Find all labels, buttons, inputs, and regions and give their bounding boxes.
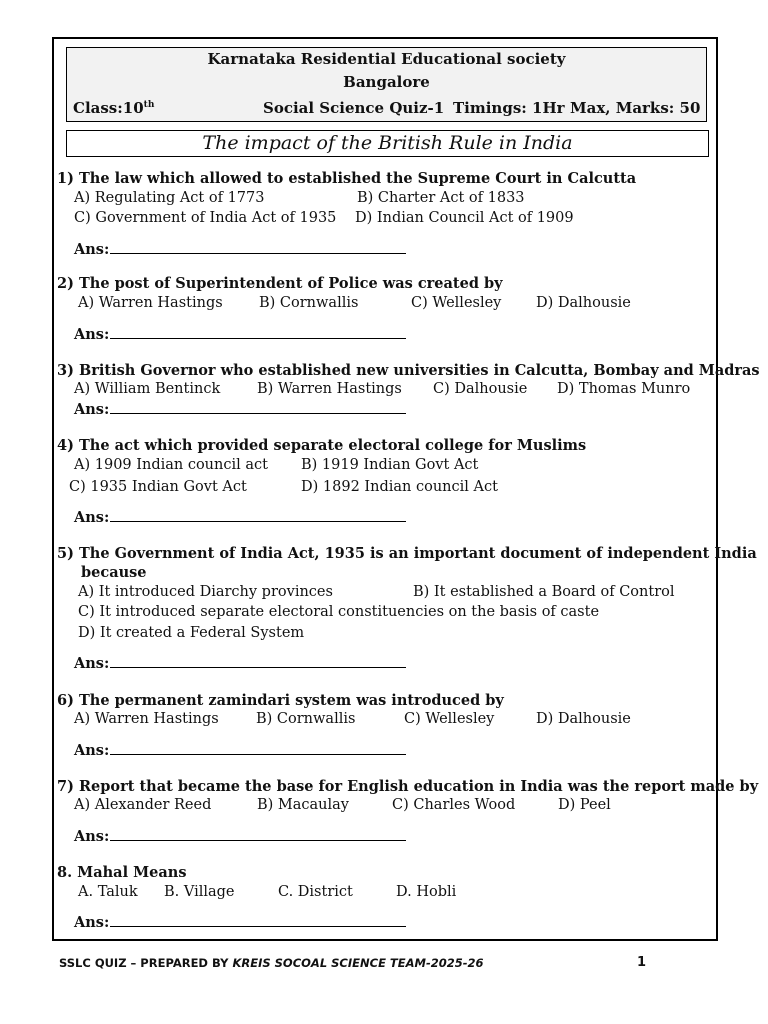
footer-prefix: SSLC QUIZ – PREPARED BY [59,956,233,970]
q7-answer[interactable] [74,828,406,845]
answer-line [110,667,406,668]
q3-option-b: B) Warren Hastings [257,381,402,397]
answer-line [110,840,406,841]
question-7: 7) Report that became the base for English education in India was the report made by [57,778,759,795]
class-sup: th [143,100,155,110]
q8-option-b: B. Village [164,884,235,900]
q4-option-d: D) 1892 Indian council Act [301,479,498,495]
quiz-header [66,47,707,122]
answer-line [110,521,406,522]
page-number: 1 [637,955,647,970]
q5-answer[interactable] [74,655,406,672]
question-5-cont: because [81,564,147,581]
q2-option-a: A) Warren Hastings [78,295,223,311]
class-label: Class:10th [73,99,155,117]
q7-option-b: B) Macaulay [257,797,349,813]
ans-label: Ans: [74,326,110,343]
q1-option-d: D) Indian Council Act of 1909 [355,210,574,226]
footer-team: KREIS SOCOAL SCIENCE TEAM-2025-26 [232,956,484,970]
q1-answer[interactable] [74,241,406,258]
q7-option-d: D) Peel [558,797,611,813]
q6-option-c: C) Wellesley [404,711,495,727]
q3-option-c: C) Dalhousie [433,381,528,397]
q8-option-c: C. District [278,884,353,900]
q5-option-d: D) It created a Federal System [78,625,305,641]
ans-label: Ans: [74,828,110,845]
q7-option-c: C) Charles Wood [392,797,516,813]
q6-option-a: A) Warren Hastings [74,711,219,727]
q8-answer[interactable] [74,914,406,931]
q8-option-d: D. Hobli [396,884,457,900]
answer-line [110,926,406,927]
question-8: 8. Mahal Means [57,864,187,881]
q5-option-c: C) It introduced separate electoral constituencies on the basis of caste [78,604,600,620]
q3-option-a: A) William Bentinck [74,381,221,397]
q7-option-a: A) Alexander Reed [74,797,212,813]
page-title: The impact of the British Rule in India [66,130,709,157]
ans-label: Ans: [74,241,110,258]
q1-option-c: C) Government of India Act of 1935 [74,210,337,226]
q8-option-a: A. Taluk [78,884,138,900]
q4-option-a: A) 1909 Indian council act [74,457,268,473]
q2-option-b: B) Cornwallis [259,295,359,311]
ans-label: Ans: [74,655,110,672]
q3-option-d: D) Thomas Munro [557,381,691,397]
ans-label: Ans: [74,509,110,526]
quiz-name: Social Science Quiz-1 [263,99,445,117]
max-marks: Max, Marks: 50 [570,99,701,117]
ans-label: Ans: [74,914,110,931]
q5-option-a: A) It introduced Diarchy provinces [78,584,333,600]
answer-line [110,413,406,414]
question-4: 4) The act which provided separate electoral college for Muslims [57,437,587,454]
q2-option-d: D) Dalhousie [536,295,631,311]
q4-option-b: B) 1919 Indian Govt Act [301,457,479,473]
q4-answer[interactable] [74,509,406,526]
q4-option-c: C) 1935 Indian Govt Act [69,479,247,495]
timings: Timings: 1Hr [453,99,565,117]
org-name: Karnataka Residential Educational society [207,50,566,68]
question-6: 6) The permanent zamindari system was introduced by [57,692,504,709]
q6-answer[interactable] [74,742,406,759]
q3-answer[interactable] [74,401,406,418]
answer-line [110,754,406,755]
q2-answer[interactable] [74,326,406,343]
city-name: Bangalore [343,73,430,91]
q6-option-d: D) Dalhousie [536,711,631,727]
answer-line [110,253,406,254]
question-3: 3) British Governor who established new universities in Calcutta, Bombay and Madras [57,362,760,379]
question-2: 2) The post of Superintendent of Police was created by [57,275,503,292]
ans-label: Ans: [74,401,110,418]
footer-credit [59,956,484,970]
ans-label: Ans: [74,742,110,759]
question-5: 5) The Government of India Act, 1935 is an important document of independent India [57,545,757,562]
q2-option-c: C) Wellesley [411,295,502,311]
q1-option-b: B) Charter Act of 1833 [357,190,525,206]
q5-option-b: B) It established a Board of Control [413,584,675,600]
q1-option-a: A) Regulating Act of 1773 [74,190,265,206]
question-1: 1) The law which allowed to established the Supreme Court in Calcutta [57,170,637,187]
q6-option-b: B) Cornwallis [256,711,356,727]
answer-line [110,338,406,339]
